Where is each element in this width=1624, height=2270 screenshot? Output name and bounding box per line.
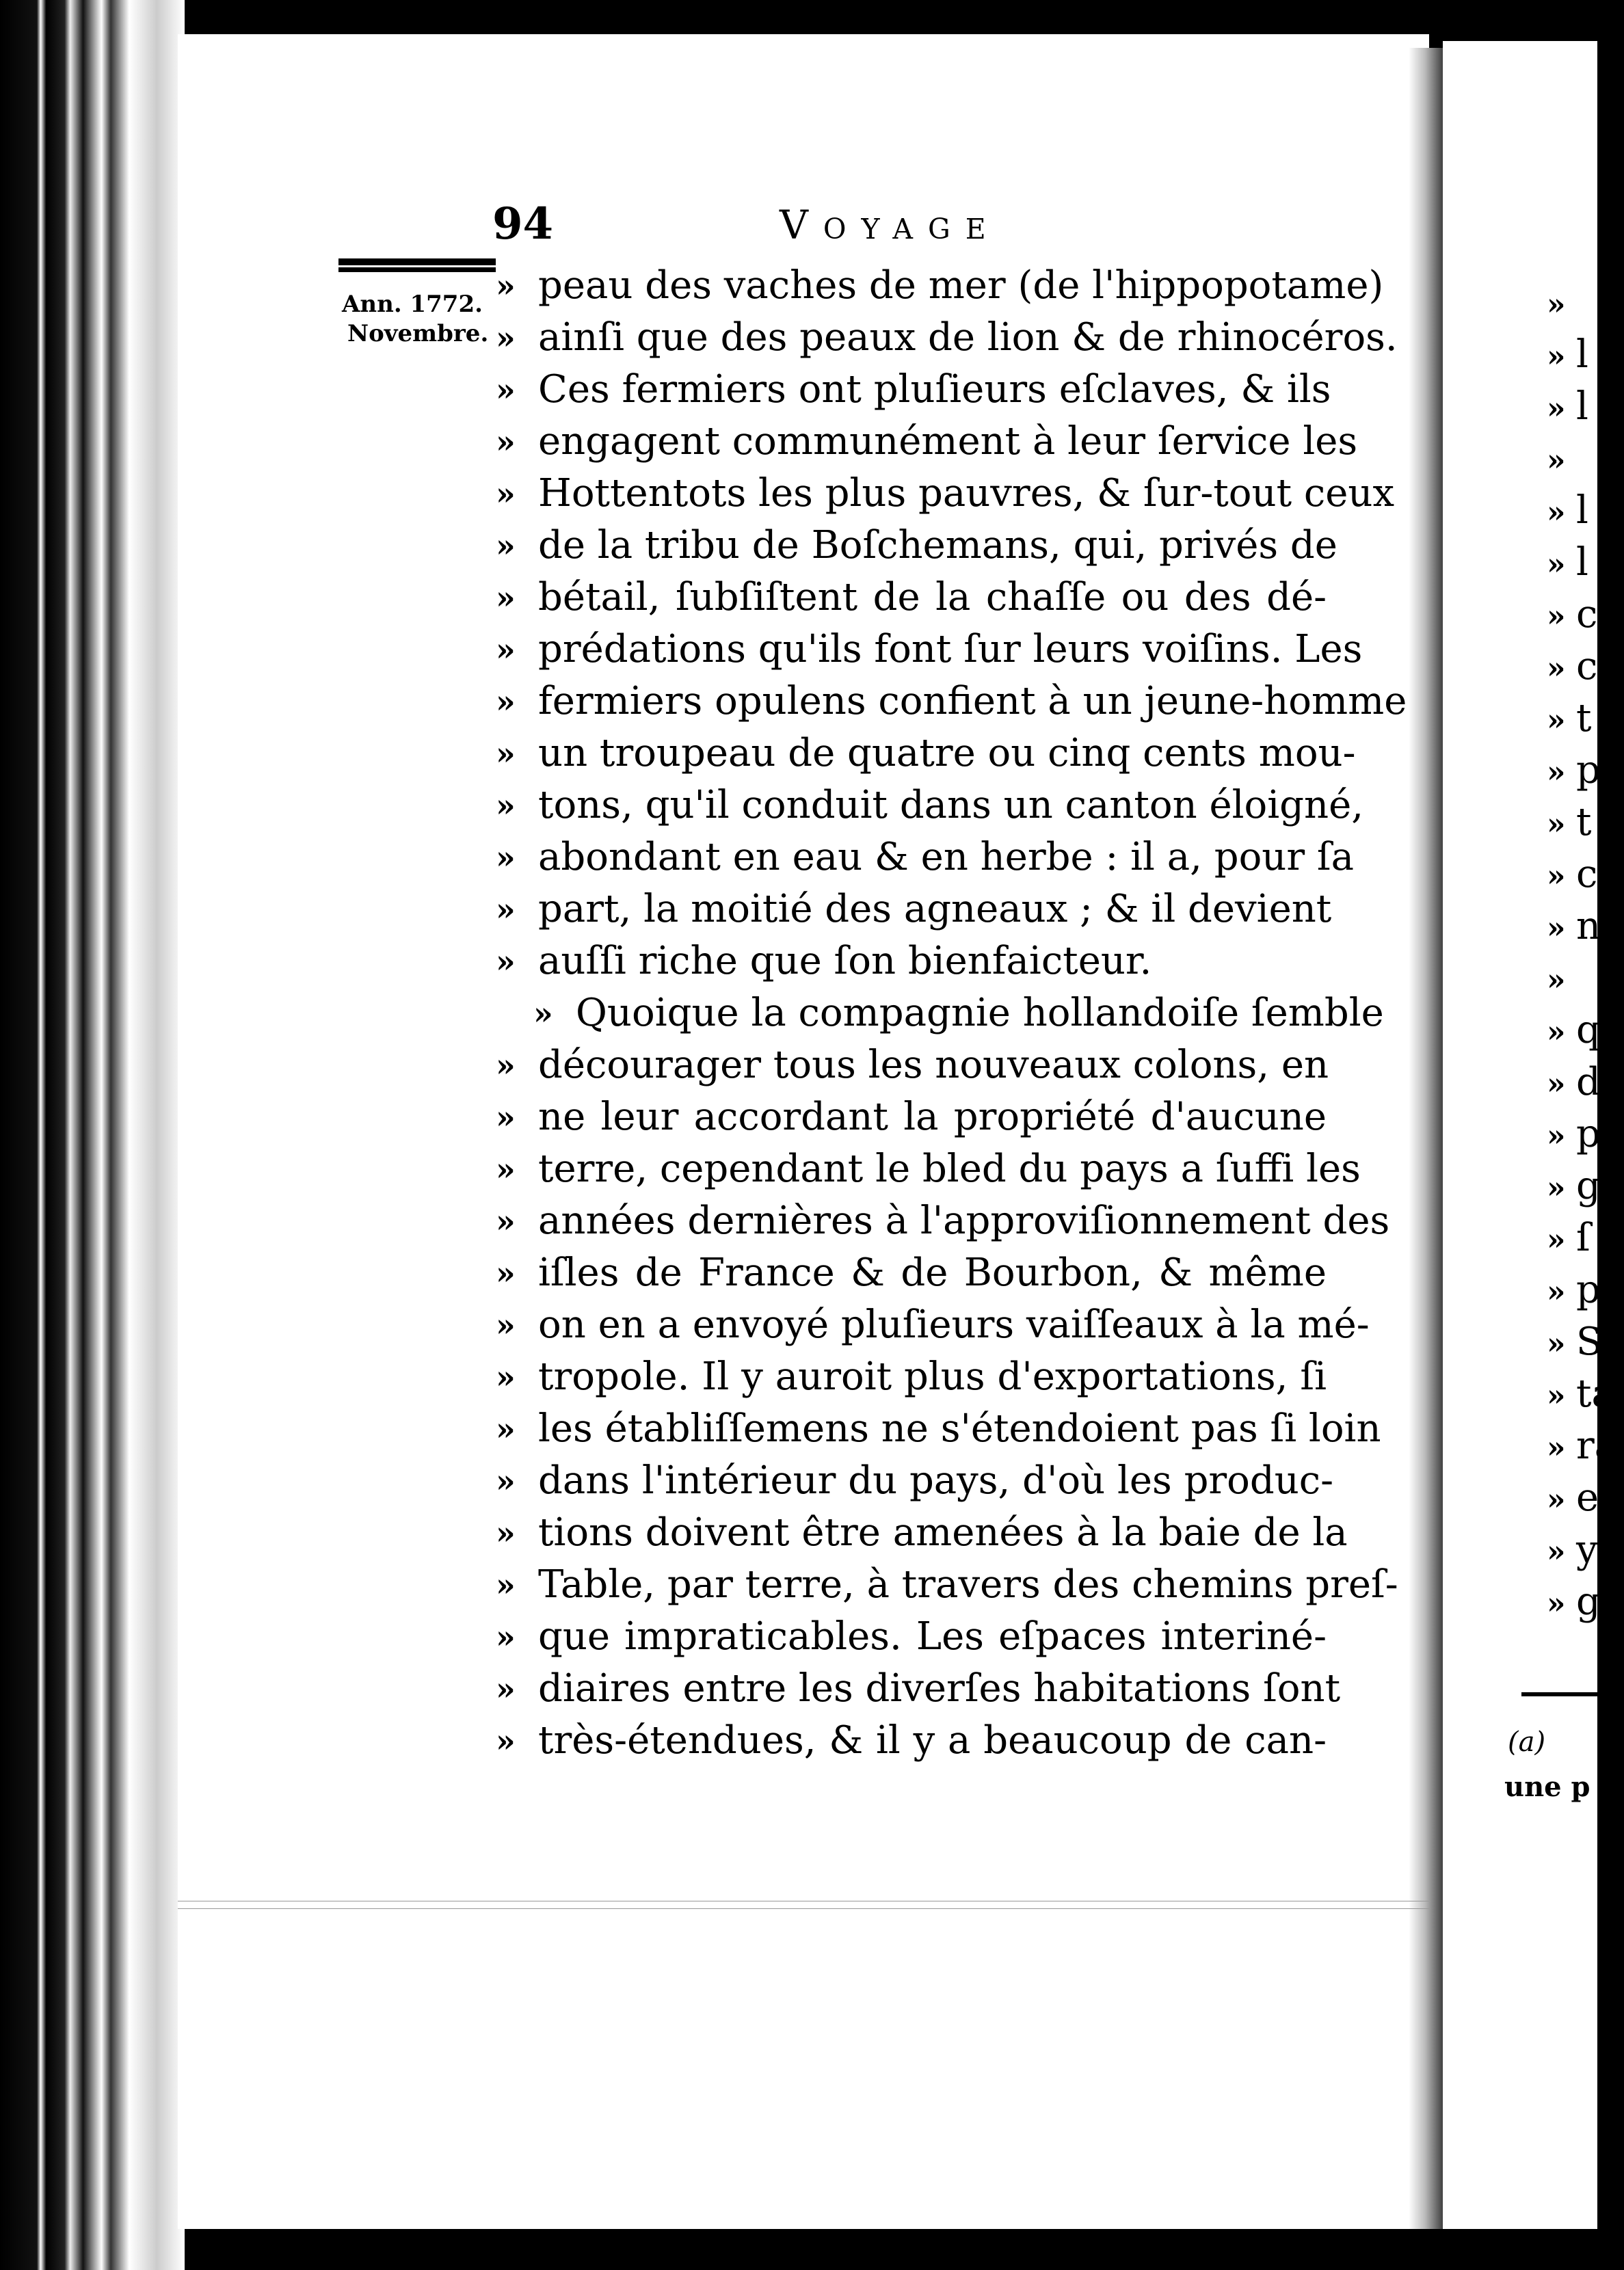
- right-page-letter: c: [1576, 592, 1598, 637]
- line-text: abondant en eau & en herbe : il a, pour ſa: [538, 835, 1355, 879]
- text-line: [496, 779, 1364, 831]
- right-page-quote-mark: »: [1547, 391, 1566, 426]
- scan-bottom-rule: [178, 1901, 1429, 1909]
- right-page-letter: q: [1576, 1008, 1601, 1052]
- margin-rule: [338, 258, 496, 267]
- text-line: [496, 1403, 1381, 1455]
- text-line: [496, 1351, 1327, 1403]
- line-text: tons, qu'il conduit dans un canton éloigné,: [538, 783, 1364, 827]
- right-page-letter: l: [1576, 332, 1588, 377]
- right-page-quote-mark: »: [1547, 1274, 1566, 1309]
- line-text: très-étendues, & il y a beaucoup de can-: [538, 1718, 1327, 1763]
- right-page-quote-mark: »: [1547, 547, 1566, 582]
- quote-mark: »: [496, 475, 516, 512]
- text-line: [496, 520, 1337, 572]
- line-text: de la tribu de Boſchemans, qui, privés de: [538, 523, 1337, 568]
- quote-mark: »: [533, 995, 553, 1032]
- text-line: [496, 831, 1355, 883]
- quote-mark: »: [496, 891, 516, 928]
- line-text: bétail, ſubſiſtent de la chaſſe ou des dé-: [538, 575, 1327, 619]
- line-text: que impraticables. Les eſpaces interiné-: [538, 1614, 1327, 1659]
- line-text: un troupeau de quatre ou cinq cents mou-: [538, 731, 1356, 775]
- line-text: Hottentots les plus pauvres, & ſur-tout ceux: [538, 471, 1395, 516]
- line-text: décourager tous les nouveaux colons, en: [538, 1043, 1329, 1087]
- book-spine-edge: [0, 0, 185, 2270]
- text-line: [496, 1039, 1327, 1091]
- right-page-quote-mark: »: [1547, 443, 1566, 478]
- line-text: dans l'intérieur du pays, d'où les produc-: [538, 1458, 1334, 1503]
- text-line: [496, 1663, 1341, 1715]
- text-line: [496, 1507, 1348, 1559]
- right-page-quote-mark: »: [1547, 599, 1566, 634]
- quote-mark: »: [496, 1203, 516, 1240]
- margin-note-year: Ann. 1772.: [342, 291, 483, 318]
- quote-mark: »: [496, 1722, 516, 1759]
- text-line: [496, 1559, 1398, 1611]
- right-page-letter: c: [1576, 644, 1598, 689]
- right-page-quote-mark: »: [1547, 755, 1566, 790]
- line-text: engagent communément à leur ſervice les: [538, 419, 1358, 464]
- quote-mark: »: [496, 839, 516, 876]
- right-page-letter: y: [1576, 1527, 1598, 1572]
- text-line: [496, 676, 1407, 727]
- text-line: [496, 883, 1332, 935]
- right-page-letter: p: [1576, 1112, 1601, 1156]
- margin-note-month: Novembre.: [347, 320, 489, 347]
- right-page-letter: t: [1576, 800, 1592, 844]
- text-line: [496, 987, 1384, 1039]
- line-text: ne leur accordant la propriété d'aucune: [538, 1095, 1327, 1139]
- line-text: part, la moitié des agneaux ; & il devient: [538, 887, 1332, 931]
- right-page-quote-mark: »: [1547, 1534, 1566, 1569]
- quote-mark: »: [496, 1618, 516, 1655]
- right-page-letter: ta: [1576, 1372, 1614, 1416]
- quote-mark: »: [496, 631, 516, 668]
- right-page-quote-mark: »: [1547, 859, 1566, 894]
- line-text: Ces fermiers ont pluſieurs eſclaves, & ils: [538, 367, 1331, 412]
- line-text: peau des vaches de mer (de l'hippopotame): [538, 263, 1384, 308]
- right-page-letter: l: [1576, 384, 1588, 429]
- line-text: diaires entre les diverſes habitations ſont: [538, 1666, 1341, 1711]
- right-page-letter: p: [1576, 748, 1601, 792]
- quote-mark: »: [496, 579, 516, 616]
- quote-mark: »: [496, 319, 516, 356]
- line-text: tions doivent être amenées à la baie de la: [538, 1510, 1348, 1555]
- right-page-quote-mark: »: [1547, 651, 1566, 686]
- text-line: [496, 468, 1395, 520]
- quote-mark: »: [496, 1047, 516, 1084]
- right-page-letter: ra: [1576, 1424, 1618, 1468]
- line-text: les établiſſemens ne s'étendoient pas ſi loin: [538, 1406, 1381, 1451]
- right-page-letter: t: [1576, 696, 1592, 740]
- line-text: Table, par terre, à travers des chemins preſ-: [538, 1562, 1398, 1607]
- right-page-letter: n: [1576, 904, 1601, 948]
- quote-mark: »: [496, 1411, 516, 1447]
- right-page-quote-mark: »: [1547, 1015, 1566, 1050]
- right-page-letter: d: [1576, 1060, 1601, 1104]
- text-line: [496, 572, 1327, 624]
- text-line: [496, 624, 1363, 676]
- right-page-footnote-rule: [1521, 1692, 1597, 1696]
- quote-mark: »: [496, 1463, 516, 1499]
- quote-mark: »: [496, 371, 516, 408]
- text-line: [496, 364, 1331, 416]
- right-page-quote-mark: »: [1547, 1326, 1566, 1361]
- text-line: [496, 1715, 1327, 1767]
- text-line: [496, 1299, 1370, 1351]
- running-head: Voyage: [780, 202, 1001, 248]
- right-page-letter: S: [1576, 1320, 1603, 1364]
- quote-mark: »: [496, 1514, 516, 1551]
- right-page-quote-mark: »: [1547, 963, 1566, 998]
- right-page-letter: l: [1576, 540, 1588, 585]
- right-page-quote-mark: »: [1547, 1586, 1566, 1621]
- line-text: auſſi riche que ſon bienfaicteur.: [538, 939, 1152, 983]
- right-page-quote-mark: »: [1547, 703, 1566, 738]
- line-text: on en a envoyé pluſieurs vaiſſeaux à la mé-: [538, 1303, 1370, 1347]
- right-page-quote-mark: »: [1547, 1223, 1566, 1257]
- right-page-letter: g: [1576, 1164, 1601, 1208]
- page-number: 94: [492, 198, 554, 250]
- right-page-quote-mark: »: [1547, 1430, 1566, 1465]
- quote-mark: »: [496, 1359, 516, 1396]
- quote-mark: »: [496, 1255, 516, 1292]
- right-page-letter: c: [1576, 852, 1598, 896]
- right-page-letter: p: [1576, 1268, 1601, 1312]
- right-page-quote-mark: »: [1547, 1067, 1566, 1101]
- right-page-letter: ſ: [1576, 1216, 1590, 1260]
- quote-mark: »: [496, 527, 516, 564]
- quote-mark: »: [496, 1099, 516, 1136]
- right-page-quote-mark: »: [1547, 1171, 1566, 1205]
- right-page-quote-mark: »: [1547, 287, 1566, 322]
- quote-mark: »: [496, 423, 516, 460]
- right-page-letter: en: [1576, 1476, 1624, 1520]
- quote-mark: »: [496, 267, 516, 304]
- text-line: [496, 1091, 1327, 1143]
- quote-mark: »: [496, 1151, 516, 1188]
- right-page-quote-mark: »: [1547, 339, 1566, 374]
- right-page-quote-mark: »: [1547, 1119, 1566, 1153]
- line-text: années dernières à l'approviſionnement des: [538, 1199, 1390, 1243]
- text-line: [496, 416, 1358, 468]
- line-text: fermiers opulens confient à un jeune-homme: [538, 679, 1407, 723]
- text-line: [496, 727, 1356, 779]
- quote-mark: »: [496, 1566, 516, 1603]
- text-line: [496, 1195, 1390, 1247]
- right-page-quote-mark: »: [1547, 807, 1566, 842]
- quote-mark: »: [496, 1307, 516, 1344]
- quote-mark: »: [496, 787, 516, 824]
- right-page-quote-mark: »: [1547, 495, 1566, 530]
- text-line: [496, 1611, 1327, 1663]
- quote-mark: »: [496, 735, 516, 772]
- right-page-footnote-text: une p: [1504, 1771, 1590, 1803]
- right-page: [1443, 41, 1597, 2229]
- right-page-quote-mark: »: [1547, 1482, 1566, 1517]
- line-text: iſles de France & de Bourbon, & même: [538, 1251, 1327, 1295]
- right-page-quote-mark: »: [1547, 1378, 1566, 1413]
- line-text: ainſi que des peaux de lion & de rhinocéros.: [538, 315, 1398, 360]
- quote-mark: »: [496, 683, 516, 720]
- text-line: [496, 1455, 1334, 1507]
- right-page-letter: go: [1576, 1579, 1624, 1624]
- line-text: tropole. Il y auroit plus d'exportations, ſi: [538, 1354, 1327, 1399]
- text-line: [496, 935, 1327, 987]
- line-text: Quoique la compagnie hollandoiſe ſemble: [576, 991, 1384, 1035]
- right-page-quote-mark: »: [1547, 911, 1566, 946]
- line-text: prédations qu'ils font ſur leurs voiſins. Les: [538, 627, 1363, 671]
- quote-mark: »: [496, 1670, 516, 1707]
- text-line: [496, 260, 1384, 312]
- text-line: [496, 312, 1398, 364]
- text-line: [496, 1247, 1327, 1299]
- right-page-letter: l: [1576, 488, 1588, 533]
- quote-mark: »: [496, 943, 516, 980]
- text-line: [496, 1143, 1361, 1195]
- right-page-footnote-marker: (a): [1508, 1726, 1546, 1758]
- line-text: terre, cependant le bled du pays a ſuffi les: [538, 1147, 1361, 1191]
